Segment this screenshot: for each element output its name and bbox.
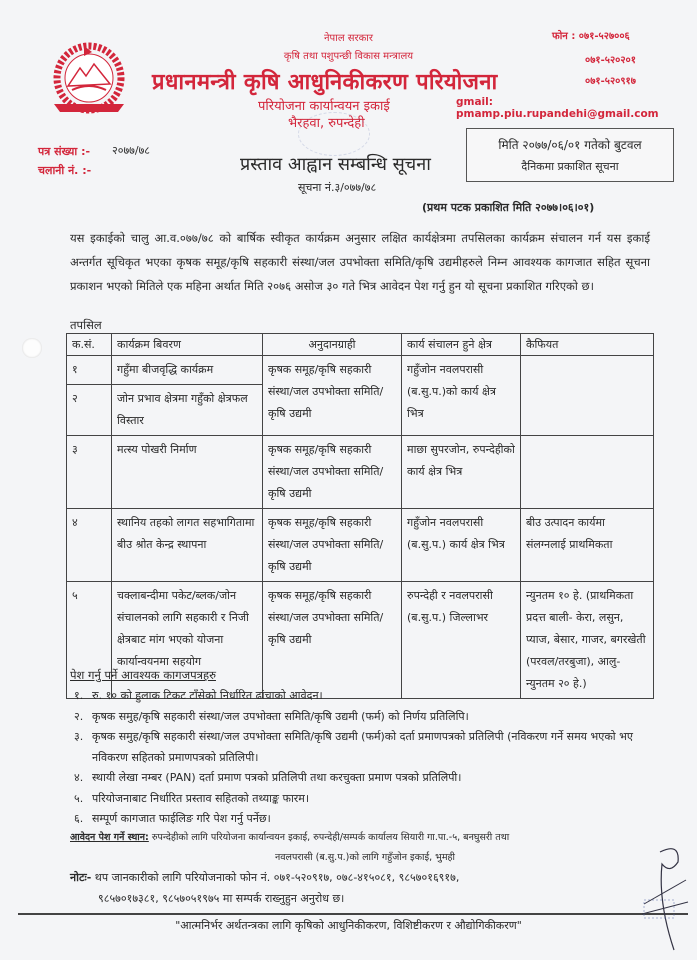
cell-sn: ३ (67, 436, 112, 509)
notice-number: सूचना नं.३/०७७/७८ (298, 181, 377, 194)
unit-name: परियोजना कार्यान्वयन इकाई (258, 99, 390, 114)
cell-grantee: कृषक समूह/कृषि सहकारी संस्था/जल उपभोक्ता समिति/कृषि उद्यमी (263, 509, 402, 582)
table-row (67, 436, 654, 509)
item-number: ५. (74, 791, 84, 805)
cell-remarks (521, 436, 654, 509)
list-item (70, 768, 660, 789)
item-number: ३. (74, 730, 84, 743)
cell-program: मत्स्य पोखरी निर्माण (112, 436, 263, 509)
publication-info-box (466, 128, 674, 182)
cell-remarks (521, 356, 654, 436)
table-row (67, 509, 654, 582)
cell-grantee: कृषक समूह/कृषि सहकारी संस्था/जल उपभोक्ता समिति/कृषि उद्यमी (263, 436, 402, 509)
item-text: परियोजनाबाट निर्धारित प्रस्ताव सहितको तथ्याङ्क फारम। (92, 791, 310, 805)
details-label: तपसिल (70, 318, 102, 332)
ministry-name: कृषि तथा पशुपन्छी विकास मन्त्रालय (283, 51, 414, 62)
list-item (70, 707, 660, 728)
table-row (67, 356, 654, 385)
office-stamp (298, 112, 370, 156)
cell-program: गहुँमा बीजवृद्धि कार्यक्रम (112, 356, 263, 385)
cell-sn: १ (67, 356, 112, 385)
cell-sn: ४ (67, 509, 112, 582)
punch-hole (22, 338, 42, 358)
notice-title: प्रस्ताव आह्वान सम्बन्धि सूचना (240, 154, 431, 175)
application-location-line-2: नवलपरासी (ब.सु.प.)को लागि गहुँजोन इकाई, भुमही (274, 852, 456, 863)
publication-line-1: मिति २०७७/०६/०१ गतेको बुटवल (498, 138, 642, 152)
phone-1: फोन : ०७१-५२७००६ (552, 31, 630, 42)
cell-sn: २ (67, 385, 112, 436)
footer-divider (18, 913, 688, 915)
project-title: प्रधानमन्त्री कृषि आधुनिकीकरण परियोजना (152, 70, 498, 95)
application-location-label: आवेदन पेश गर्ने स्थान: (70, 832, 149, 843)
item-text: रु. १० को हुलाक टिकट टाँसेको निर्धारित ढांचाको आवेदन। (92, 689, 323, 702)
list-item (70, 686, 660, 707)
item-number: १. (74, 689, 84, 702)
government-name: नेपाल सरकार (324, 33, 373, 44)
first-published-date: (प्रथम पटक प्रकाशित मिति २०७७।०६।०१) (422, 201, 595, 214)
table-header-row (67, 334, 654, 356)
phone-2: ०७१-५२०२०१ (585, 55, 636, 66)
cell-area: गहुँजोन नवलपरासी (ब.सु.प.)को कार्य क्षेत्र भित्र (402, 356, 521, 436)
cell-area: रुपन्देही र नवलपरासी (ब.सु.प.) जिल्लाभर (402, 582, 521, 699)
cell-remarks: बीउ उत्पादन कार्यमा संलग्नलाई प्राथमिकता (521, 509, 654, 582)
cell-grantee: कृषक समूह/कृषि सहकारी संस्था/जल उपभोक्ता समिति/कृषि उद्यमी (263, 356, 402, 436)
note-line-2: ९८५७०१७३८१, ९८५७०५१९७५ मा सम्पर्क राख्नुहुन अनुरोध छ। (98, 892, 345, 905)
required-documents-list (70, 686, 660, 830)
item-number: २. (74, 709, 84, 723)
cell-program: चक्लाबन्दीमा पकेट/ब्लक/जोन संचालनको लागि सहकारी र निजी क्षेत्रबाट मांग भएको योजना कार्यान्वयनमा सहयोग (112, 582, 263, 699)
header-remarks: कैफियत (521, 334, 654, 356)
cell-sn: ५ (67, 582, 112, 699)
header-sn: क.सं. (67, 334, 112, 356)
email-address[interactable]: gmail: pmamp.piu.rupandehi@gmail.com (456, 96, 659, 120)
list-item (70, 809, 660, 830)
list-item (70, 789, 660, 810)
list-item (70, 727, 660, 768)
note-line-1: थप जानकारीको लागि परियोजनाको फोन नं. ०७१-५२०९१७, ०७८-४१५०८१, ९८५७०१६९१७, (94, 871, 460, 884)
item-text: सम्पूर्ण कागजात फाईलिङ गरि पेश गर्नु पर्नेछ। (92, 812, 271, 825)
item-number: ६. (74, 812, 84, 825)
header-area: कार्य संचालन हुने क्षेत्र (402, 334, 521, 356)
dispatch-number-label: चलानी नं. :- (38, 164, 92, 177)
cell-area: गहुँजोन नवलपरासी (ब.सु.प.) कार्य क्षेत्र भित्र (402, 509, 521, 582)
handwritten-signature (640, 842, 692, 952)
publication-line-2: दैनिकमा प्रकाशित सूचना (521, 160, 619, 173)
program-table (66, 333, 654, 699)
header-program: कार्यक्रम बिवरण (112, 334, 263, 356)
notice-paragraph: यस इकाईको चालु आ.व.०७७/७८ को बार्षिक स्वीकृत कार्यक्रम अनुसार लक्षित कार्यक्षेत्रमा तपसिलका कार्यक्रम संचालन गर्न यस इकाई अन्तर्गत सूचिकृत भएका कृषक समूह/कृषि सहकारी संस्था/जल उपभोक्ता समिति/कृषि उद्यमीहरुले निम्न आवश्यक कागजात सहित सूचना प्रकाशन भएको मितिले एक महिना अर्थात मिति २०७६ असोज ३० गते भित्र आवेदन पेश गर्नु हुन यो सूचना प्रकाशित गरिएको छ। (70, 231, 650, 293)
item-text: कृषक समुह/कृषि सहकारी संस्था/जल उपभोक्ता समिति/कृषि उद्यमी (फर्म) को निर्णय प्रतिलिपि। (92, 709, 469, 723)
cell-program: जोन प्रभाव क्षेत्रमा गहुँको क्षेत्रफल विस्तार (112, 385, 263, 436)
footer-motto: "आत्मनिर्भर अर्थतन्त्रका लागि कृषिको आधुनिकीकरण, विशिष्टीकरण र औद्योगिकीकरण" (175, 919, 522, 932)
letter-number-value: २०७७/७८ (112, 144, 151, 157)
note (70, 867, 670, 909)
cell-remarks: न्युनतम १० हे. (प्राथमिकता प्रदत्त बाली- केरा, लसुन, प्याज, बेसार, गाजर, बगरखेती (परवल/तरबुजा), आलु-न्युनतम २० हे.) (521, 582, 654, 699)
phone-3: ०७१-५२०९१७ (585, 76, 636, 87)
required-documents-heading: पेश गर्नु पर्ने आवश्यक कागजपत्रहरु (70, 668, 216, 682)
cell-program: स्थानिय तहको लागत सहभागितामा बीउ श्रोत केन्द्र स्थापना (112, 509, 263, 582)
item-text: स्थायी लेखा नम्बर (PAN) दर्ता प्रमाण पत्रको प्रतिलिपी तथा करचुक्ता प्रमाण पत्रको प्रतिलिपी। (92, 771, 462, 784)
item-number: ४. (74, 771, 84, 784)
cell-area: माछा सुपरजोन, रुपन्देहीको कार्य क्षेत्र भित्र (402, 436, 521, 509)
note-label: नोटः- (70, 871, 92, 884)
application-location (70, 828, 660, 868)
letter-number-label: पत्र संख्या :- (38, 145, 91, 158)
item-text: कृषक समुह/कृषि सहकारी संस्था/जल उपभोक्ता समिति/कृषि उद्यमी (फर्म)को दर्ता प्रमाणपत्रको प्रतिलिपी (नविकरण गर्ने समय भएको भए नविकरण सहितको प्रमाणपत्रको प्रतिलिपी। (92, 730, 633, 764)
city-name: भैरहवा, रुपन्देही (288, 116, 365, 131)
cell-grantee: कृषक समूह/कृषि सहकारी संस्था/जल उपभोक्ता समिति/कृषि उद्यमी (263, 582, 402, 699)
application-location-line-1: रुपन्देहीको लागि परियोजना कार्यान्वयन इकाई, रुपन्देही/सम्पर्क कार्यालय सियारी गा.पा.-५, बनघुसरी तथा (151, 832, 510, 843)
header-grantee: अनुदानग्राही (263, 334, 402, 356)
